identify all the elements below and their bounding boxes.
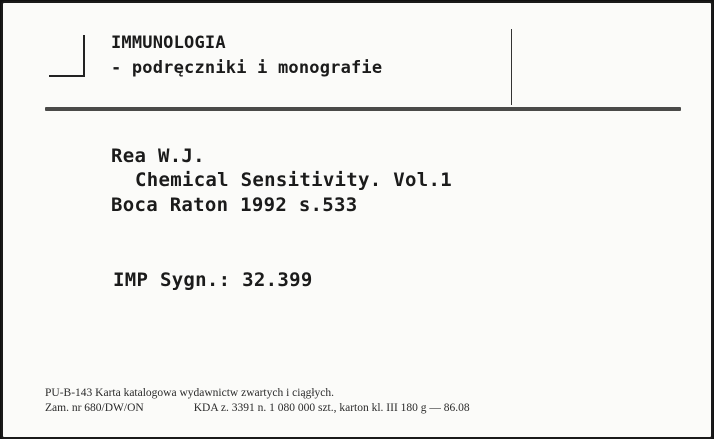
header-divider	[45, 107, 681, 111]
footer-order-number: Zam. nr 680/DW/ON	[45, 402, 144, 414]
vertical-rule	[511, 29, 512, 105]
footer-print-details: KDA z. 3391 n. 1 080 000 szt., karton kl. III 180 g — 86.08	[193, 402, 470, 414]
subject-header	[3, 3, 711, 113]
subject-subheading: - podręczniki i monografie	[111, 58, 383, 78]
footer-form-info: PU-B-143 Karta katalogowa wydawnictw zwartych i ciągłych.	[45, 387, 335, 399]
catalog-card	[1, 1, 713, 439]
imprint-line: Boca Raton 1992 s.533	[111, 194, 358, 216]
title-line: Chemical Sensitivity. Vol.1	[135, 169, 452, 191]
subject-heading: IMMUNOLOGIA	[111, 33, 226, 53]
corner-bracket-mark	[49, 35, 85, 77]
author-line: Rea W.J.	[111, 145, 205, 167]
footer-print-info	[45, 402, 470, 414]
call-number: IMP Sygn.: 32.399	[113, 269, 313, 291]
